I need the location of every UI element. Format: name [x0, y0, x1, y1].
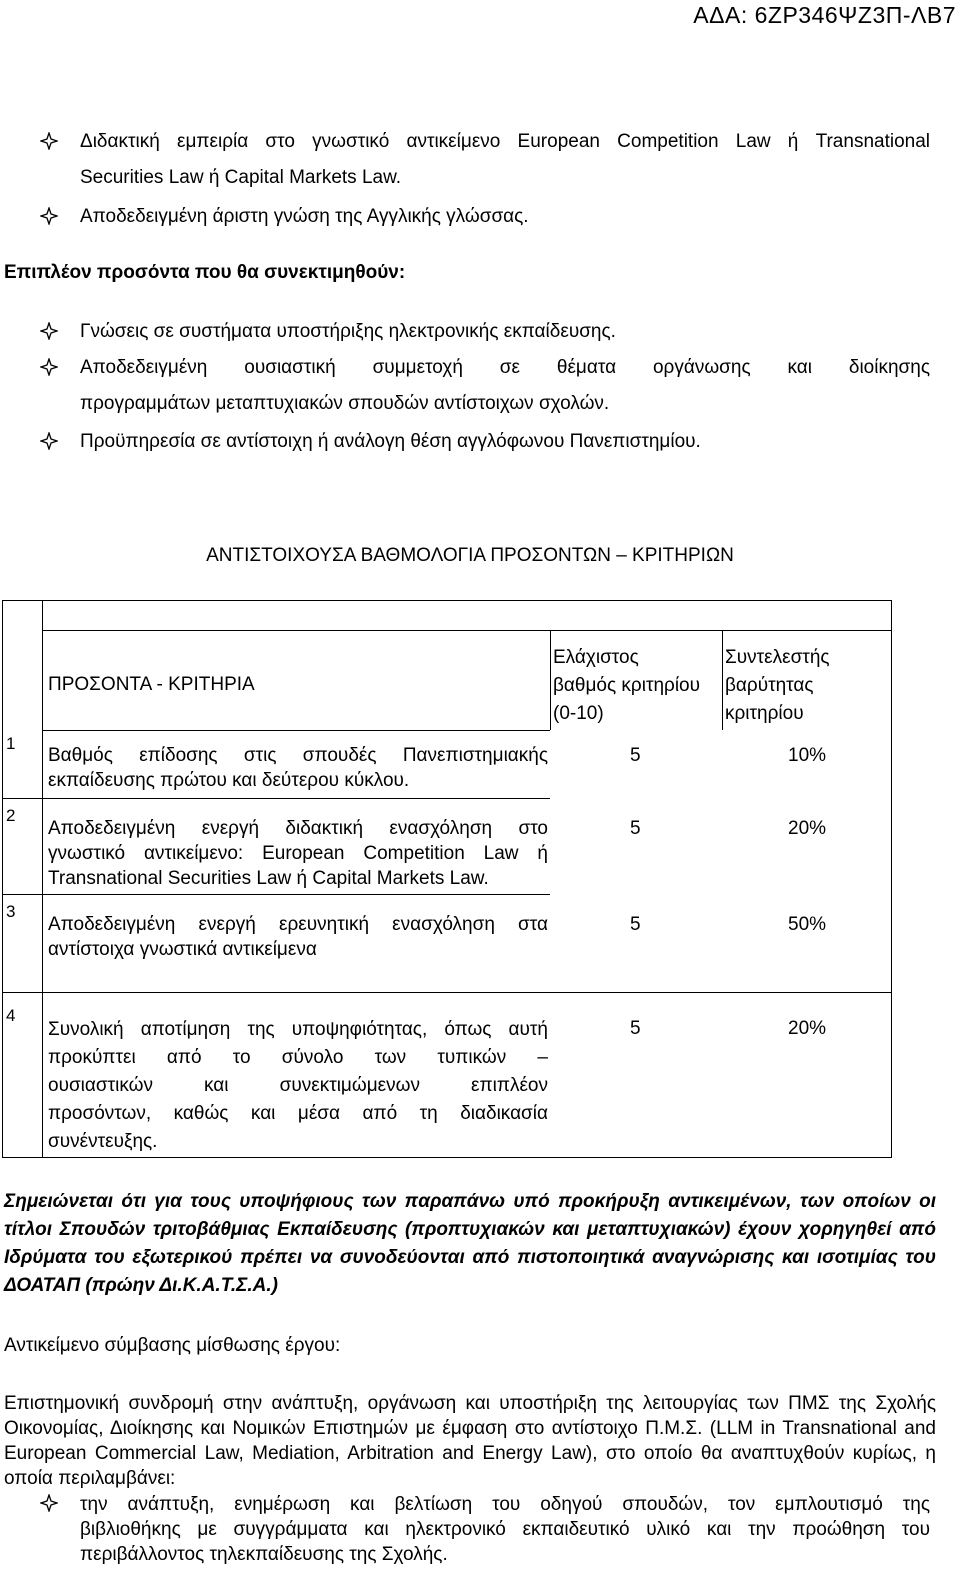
- table-border: [2, 798, 550, 799]
- criterion-line: γνωστικό αντικείμενο: European Competition Law ή: [48, 843, 548, 864]
- bullet-line: Αποδεδειγμένη ουσιαστική συμμετοχή σε θέματα οργάνωσης και διοίκησης: [80, 357, 930, 378]
- contract-text: Επιστημονική συνδρομή στην ανάπτυξη, οργάνωση και υποστήριξη της λειτουργίας των ΠΜΣ της Σχολής Οικονομίας, Διοίκησης και Νομικών Επιστημών με έμφαση στο αντίστοιχο Π.Μ.Σ. (LLM in Transnational and European Commercial Law, Mediation, Arbitration and Energy Law), στο οποίο θα αναπτυχθούν κυρίως, η οποία περιλαμβάνει:: [4, 1393, 936, 1489]
- min-score-value: 5: [630, 1018, 641, 1039]
- row-number: 1: [6, 734, 16, 753]
- diamond-bullet-icon: [40, 203, 62, 225]
- bullet-line: Αποδεδειγμένη άριστη γνώση της Αγγλικής γλώσσας.: [80, 206, 529, 227]
- criteria-table: [2, 600, 893, 1158]
- row-number: 3: [6, 902, 16, 921]
- table-border: [2, 894, 550, 895]
- table-border: [42, 600, 43, 1158]
- bullet-line: Γνώσεις σε συστήματα υποστήριξης ηλεκτρονικής εκπαίδευσης.: [80, 321, 616, 342]
- diamond-bullet-icon: [40, 128, 62, 150]
- diamond-bullet-icon: [40, 428, 62, 450]
- table-border: [2, 600, 3, 1158]
- criterion-text: [48, 816, 548, 891]
- diamond-bullet-icon: [40, 1490, 62, 1512]
- bullet-line: Διδακτική εμπειρία στο γνωστικό αντικείμενο European Competition Law ή Transnational: [80, 131, 930, 152]
- min-score-value: 5: [630, 745, 641, 766]
- bullet-line: προγραμμάτων μεταπτυχιακών σπουδών αντίστοιχων σχολών.: [80, 393, 610, 414]
- weight-header: [725, 644, 830, 728]
- weight-value: 50%: [788, 914, 827, 935]
- table-border: [2, 600, 892, 601]
- header-line: Ελάχιστος: [553, 647, 639, 668]
- header-line: κριτηρίου: [725, 703, 804, 724]
- ada-code: ΑΔΑ: 6ΖΡ346ΨΖ3Π-ΛΒ7: [693, 2, 956, 28]
- bullet-line: την ανάπτυξη, ενημέρωση και βελτίωση του οδηγού σπουδών, τον εμπλουτισμό της: [80, 1494, 930, 1515]
- header-line: βαρύτητας: [725, 675, 814, 696]
- min-score-value: 5: [630, 818, 641, 839]
- table-border: [42, 730, 550, 731]
- row-number: 4: [6, 1006, 16, 1025]
- header-line: (0-10): [553, 703, 604, 724]
- row-number: 2: [6, 806, 16, 825]
- min-score-header: [553, 644, 700, 728]
- table-border: [722, 630, 723, 730]
- header-line: βαθμός κριτηρίου: [553, 675, 701, 696]
- criterion-line: αντίστοιχα γνωστικά αντικείμενα: [48, 939, 317, 960]
- weight-value: 20%: [788, 1018, 827, 1039]
- bullet-line: βιβλιοθήκης με συγγράμματα και ηλεκτρονικό εκπαιδευτικό υλικό και την προώθηση του: [80, 1519, 930, 1540]
- min-score-value: 5: [630, 914, 641, 935]
- criterion-line: εκπαίδευσης πρώτου και δεύτερου κύκλου.: [48, 770, 410, 791]
- criterion-text: [48, 912, 548, 962]
- criterion-line: προκύπτει από το σύνολο των τυπικών –: [48, 1047, 548, 1068]
- criteria-header: ΠΡΟΣΟΝΤΑ - ΚΡΙΤΗΡΙΑ: [48, 674, 255, 695]
- table-title: ΑΝΤΙΣΤΟΙΧΟΥΣΑ ΒΑΘΜΟΛΟΓΙΑ ΠΡΟΣΟΝΤΩΝ – ΚΡΙΤΗΡΙΩΝ: [206, 545, 734, 566]
- criterion-text: [48, 1016, 548, 1156]
- weight-value: 20%: [788, 818, 827, 839]
- bullet-line: περιβάλλοντος τηλεκπαίδευσης της Σχολής.: [80, 1544, 448, 1565]
- table-border: [2, 992, 892, 993]
- table-border: [550, 630, 551, 730]
- criterion-line: προσόντων, καθώς και μέσα από τη διαδικασία: [48, 1103, 548, 1124]
- contract-heading: Αντικείμενο σύμβασης μίσθωσης έργου:: [4, 1335, 341, 1356]
- criterion-line: συνέντευξης.: [48, 1131, 158, 1152]
- table-border: [2, 1157, 892, 1158]
- criterion-line: Αποδεδειγμένη ενεργή διδακτική ενασχόληση στο: [48, 818, 548, 839]
- weight-value: 10%: [788, 745, 827, 766]
- criterion-line: ουσιαστικών και συνεκτιμώμενων επιπλέον: [48, 1075, 548, 1096]
- diamond-bullet-icon: [40, 318, 62, 340]
- criterion-line: Συνολική αποτίμηση της υποψηφιότητας, όπως αυτή: [48, 1019, 548, 1040]
- criterion-line: Αποδεδειγμένη ενεργή ερευνητική ενασχόληση στα: [48, 914, 548, 935]
- header-line: Συντελεστής: [725, 647, 830, 668]
- diamond-bullet-icon: [40, 354, 62, 376]
- criterion-text: [48, 743, 548, 793]
- bullet-line: Προϋπηρεσία σε αντίστοιχη ή ανάλογη θέση αγγλόφωνου Πανεπιστημίου.: [80, 431, 701, 452]
- table-border: [42, 630, 892, 631]
- extra-qualifications-heading: Επιπλέον προσόντα που θα συνεκτιμηθούν:: [4, 262, 406, 283]
- bullet-line: Securities Law ή Capital Markets Law.: [80, 167, 402, 188]
- recognition-note: Σημειώνεται ότι για τους υποψήφιους των παραπάνω υπό προκήρυξη αντικειμένων, των οποίων οι τίτλοι Σπουδών τριτοβάθμιας Εκπαίδευσης (προπτυχιακών και μεταπτυχιακών) έχουν χορηγηθεί από Ιδρύματα του εξωτερικού πρέπει να συνοδεύονται από πιστοποιητικά αναγνώρισης και ισοτιμίας του ΔΟΑΤΑΠ (πρώην Δι.Κ.Α.Τ.Σ.Α.): [4, 1191, 936, 1296]
- criterion-line: Transnational Securities Law ή Capital Markets Law.: [48, 868, 489, 889]
- criterion-line: Βαθμός επίδοσης στις σπουδές Πανεπιστημιακής: [48, 745, 548, 766]
- table-border: [891, 600, 892, 1158]
